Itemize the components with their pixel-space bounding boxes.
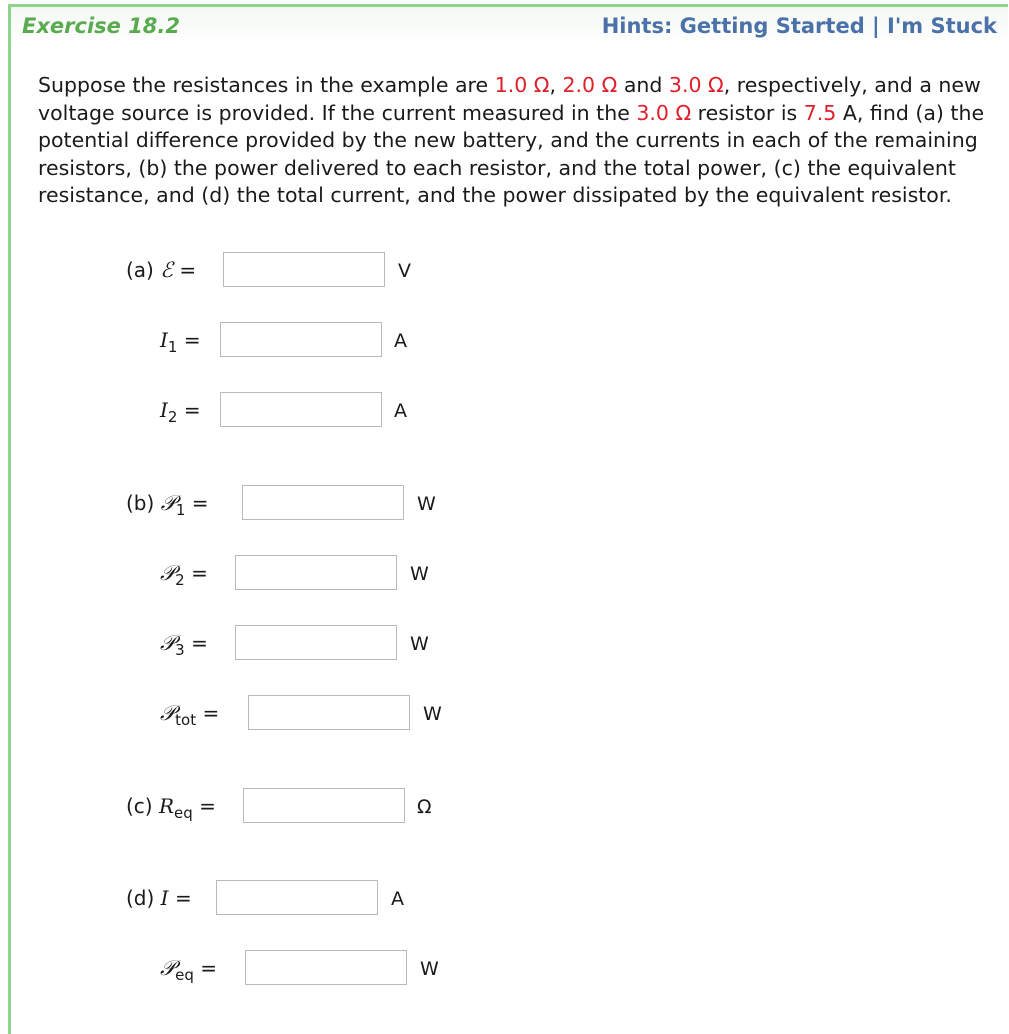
equals-sign: =: [199, 794, 216, 818]
problem-text: , respectively, and a new voltage source is provided. If the current measured in the: [38, 73, 981, 125]
p1-symbol: 𝒫: [160, 491, 176, 515]
i2-subscript: 2: [167, 408, 178, 426]
peq-subscript: eq: [175, 966, 194, 984]
emf-unit: V: [398, 260, 411, 282]
req-symbol: R: [158, 794, 175, 818]
emf-input[interactable]: [223, 252, 385, 287]
answer-row-i2: [0, 392, 1009, 428]
req-unit: Ω: [417, 796, 432, 818]
answer-label-peq: [160, 956, 217, 984]
problem-text: Suppose the resistances in the example are: [38, 73, 495, 97]
problem-value: 2.0 Ω: [562, 73, 618, 97]
equals-sign: =: [191, 491, 209, 515]
p3-unit: W: [410, 633, 429, 655]
answer-label-emf: [126, 258, 196, 282]
answer-row-i: [0, 880, 1009, 916]
problem-text: and: [617, 73, 669, 97]
answer-row-i1: [0, 322, 1009, 358]
answer-label-p1: [126, 491, 209, 519]
i-input[interactable]: [216, 880, 378, 915]
peq-input[interactable]: [245, 950, 407, 985]
part-label: (d): [126, 886, 155, 910]
problem-text: resistor is: [691, 100, 804, 125]
equals-sign: =: [183, 398, 201, 422]
equals-sign: =: [174, 886, 192, 910]
p2-symbol: 𝒫: [160, 561, 176, 585]
problem-text: ,: [549, 73, 563, 97]
p3-symbol: 𝒫: [160, 631, 176, 655]
part-label: (a): [126, 258, 154, 282]
ptot-symbol: 𝒫: [160, 701, 176, 725]
answer-label-i: [126, 886, 192, 910]
problem-value: 1.0 Ω: [494, 73, 550, 97]
p3-input[interactable]: [235, 625, 397, 660]
i2-unit: A: [394, 400, 407, 422]
problem-text: A, find (a) the potential difference provided by the new battery, and the currents in each of the remaining resistors, (b) the power delivered to each resistor, and the total power, (c) the equivalent resistance, and (d) the total current, and the power dissipated by the equivalent resistor.: [38, 100, 985, 207]
emf-symbol: ℰ: [160, 258, 173, 282]
ptot-input[interactable]: [248, 695, 410, 730]
equals-sign: =: [191, 561, 208, 585]
hints-label: Hints:: [601, 14, 673, 38]
answer-row-p2: [0, 555, 1009, 591]
part-label: (c): [126, 794, 153, 818]
answer-row-p3: [0, 625, 1009, 661]
equals-sign: =: [183, 328, 201, 352]
answer-label-p3: [160, 631, 208, 659]
answer-row-peq: [0, 950, 1009, 986]
p1-input[interactable]: [242, 485, 404, 520]
p1-unit: W: [417, 493, 436, 515]
problem-value: 3.0 Ω: [636, 100, 692, 125]
req-input[interactable]: [243, 788, 405, 823]
exercise-title: Exercise 18.2: [22, 14, 181, 38]
problem-value: 7.5: [803, 100, 837, 125]
problem-statement: [38, 72, 988, 210]
answer-label-req: [126, 794, 216, 822]
i1-symbol: I: [160, 328, 168, 352]
p2-unit: W: [410, 563, 429, 585]
p2-input[interactable]: [235, 555, 397, 590]
equals-sign: =: [202, 701, 220, 725]
i2-input[interactable]: [220, 392, 382, 427]
i2-symbol: I: [160, 398, 168, 422]
peq-symbol: 𝒫: [160, 956, 176, 980]
equals-sign: =: [191, 631, 208, 655]
i1-subscript: 1: [167, 338, 178, 356]
req-subscript: eq: [174, 804, 193, 822]
p3-subscript: 3: [175, 641, 185, 659]
answer-label-i1: [160, 328, 201, 356]
answer-label-p2: [160, 561, 208, 589]
hint-im-stuck-link[interactable]: I'm Stuck: [887, 14, 997, 38]
hint-getting-started-link[interactable]: Getting Started: [679, 14, 865, 38]
i-symbol: I: [160, 886, 169, 910]
i1-unit: A: [394, 330, 407, 352]
answer-row-p1: [0, 485, 1009, 521]
p1-subscript: 1: [175, 501, 186, 519]
i1-input[interactable]: [220, 322, 382, 357]
part-label: (b): [126, 491, 155, 515]
i-unit: A: [391, 888, 404, 910]
equals-sign: =: [200, 956, 218, 980]
hints-bar: [602, 14, 997, 38]
hint-separator: |: [872, 14, 880, 38]
ptot-unit: W: [423, 703, 442, 725]
equals-sign: =: [179, 258, 197, 282]
answer-row-req: [0, 788, 1009, 824]
answer-label-ptot: [160, 701, 219, 729]
problem-value: 3.0 Ω: [668, 73, 724, 97]
answer-row-emf: [0, 252, 1009, 288]
p2-subscript: 2: [175, 571, 185, 589]
answer-label-i2: [160, 398, 201, 426]
peq-unit: W: [420, 958, 439, 980]
ptot-subscript: tot: [175, 711, 197, 729]
answer-row-ptot: [0, 695, 1009, 731]
